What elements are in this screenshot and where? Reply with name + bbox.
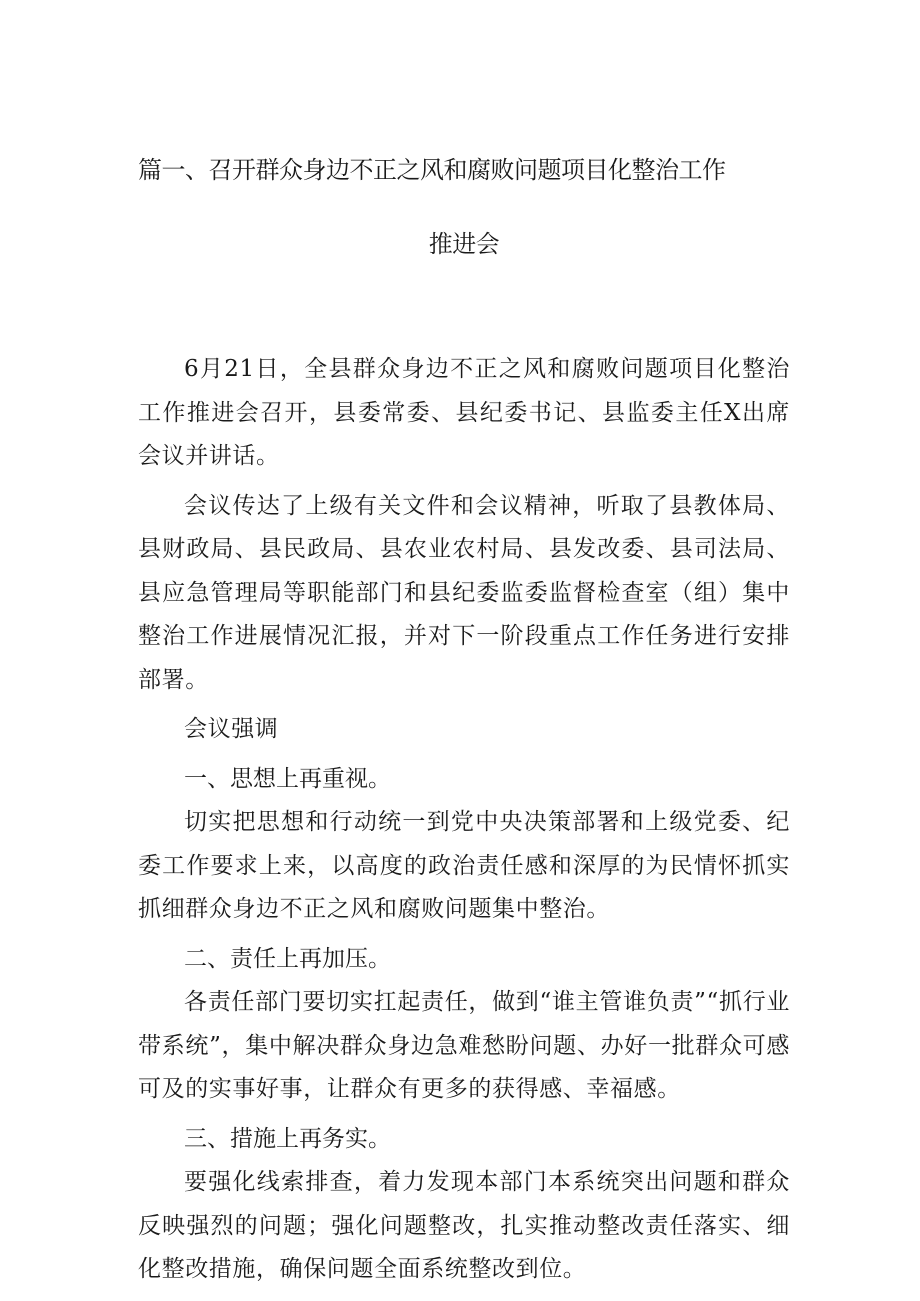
document-body	[138, 348, 790, 1292]
section-text-1: 切实把思想和行动统一到党中央决策部署和上级党委、纪委工作要求上来，以高度的政治责任感和深厚的为民情怀抓实抓细群众身边不正之风和腐败问题集中整治。	[138, 809, 790, 922]
title-line-2: 推进会	[428, 230, 500, 258]
section-heading-1: 一、思想上再重视。	[184, 765, 391, 792]
section-text-2: 各责任部门要切实扛起责任，做到“谁主管谁负责”“抓行业带系统”，集中解决群众身边急难愁盼问题、办好一批群众可感可及的实事好事，让群众有更多的获得感、幸福感。	[138, 989, 790, 1102]
document-title	[138, 150, 790, 264]
paragraph-meeting: 会议传达了上级有关文件和会议精神，听取了县教体局、县财政局、县民政局、县农业农村局、县发改委、县司法局、县应急管理局等职能部门和县纪委监委监督检查室（组）集中整治工作进展情况汇报，并对下一阶段重点工作任务进行安排部署。	[138, 492, 790, 693]
section-text-3: 要强化线索排查，着力发现本部门本系统突出问题和群众反映强烈的问题；强化问题整改，扎实推动整改责任落实、细化整改措施，确保问题全面系统整改到位。	[138, 1169, 790, 1282]
section-heading-3: 三、措施上再务实。	[184, 1125, 391, 1152]
paragraph-intro: 6月21日，全县群众身边不正之风和腐败问题项目化整治工作推进会召开，县委常委、县纪委书记、县监委主任X出席会议并讲话。	[138, 356, 790, 469]
section-heading-2: 二、责任上再加压。	[184, 945, 391, 972]
paragraph-emphasis: 会议强调	[184, 716, 279, 742]
document-page	[138, 150, 790, 1292]
title-line-1: 篇一、召开群众身边不正之风和腐败问题项目化整治工作	[138, 156, 726, 184]
